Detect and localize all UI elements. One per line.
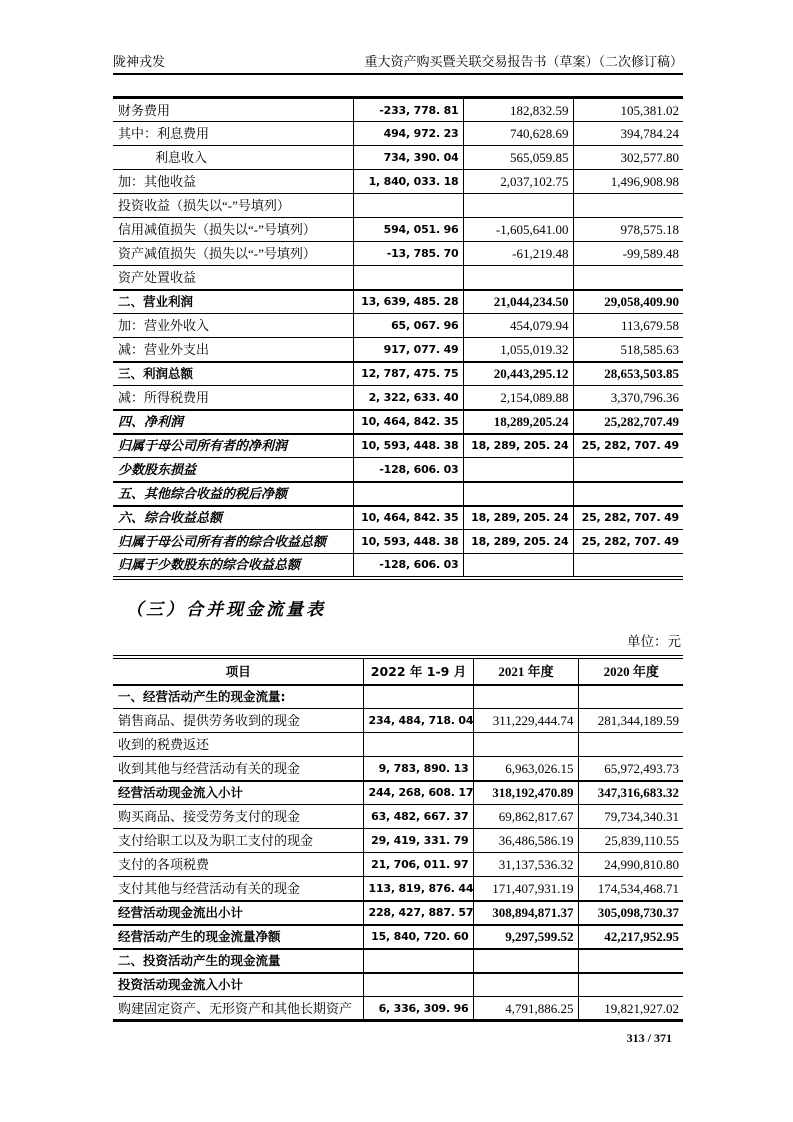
- value-cell-3: 105,381.02: [573, 98, 683, 122]
- row-label: 归属于母公司所有者的净利润: [113, 434, 353, 458]
- table-row: [113, 194, 683, 218]
- value-cell-1: 10, 464, 842. 35: [353, 410, 463, 434]
- value-cell-1: 917, 077. 49: [353, 338, 463, 362]
- row-label: 四、净利润: [113, 410, 353, 434]
- value-cell-2: [463, 482, 573, 506]
- value-cell-2: 1,055,019.32: [463, 338, 573, 362]
- table-row: [113, 410, 683, 434]
- table-row: [113, 362, 683, 386]
- value-cell-3: 25, 282, 707. 49: [573, 434, 683, 458]
- row-label: 归属于母公司所有者的综合收益总额: [113, 530, 353, 554]
- table-row: [113, 685, 683, 709]
- value-cell-1: -233, 778. 81: [353, 98, 463, 122]
- value-cell-1: 234, 484, 718. 04: [363, 709, 473, 733]
- table-row: [113, 170, 683, 194]
- value-cell-1: [363, 733, 473, 757]
- value-cell-1: 594, 051. 96: [353, 218, 463, 242]
- row-label: 购建固定资产、无形资产和其他长期资产: [113, 997, 363, 1021]
- value-cell-2: [473, 973, 578, 997]
- value-cell-3: 24,990,810.80: [578, 853, 683, 877]
- value-cell-3: [573, 194, 683, 218]
- value-cell-3: [578, 685, 683, 709]
- value-cell-1: 10, 464, 842. 35: [353, 506, 463, 530]
- value-cell-2: 740,628.69: [463, 122, 573, 146]
- value-cell-2: 18, 289, 205. 24: [463, 530, 573, 554]
- row-label: 减：营业外支出: [113, 338, 353, 362]
- value-cell-1: -128, 606. 03: [353, 458, 463, 482]
- table-row: [113, 554, 683, 578]
- row-label: 投资收益（损失以“-”号填列）: [113, 194, 353, 218]
- value-cell-3: 25, 282, 707. 49: [573, 530, 683, 554]
- table-row: [113, 482, 683, 506]
- row-label: 收到其他与经营活动有关的现金: [113, 757, 363, 781]
- table-row: [113, 997, 683, 1021]
- table-row: [113, 386, 683, 410]
- value-cell-2: 18, 289, 205. 24: [463, 434, 573, 458]
- column-header-2020: 2020 年度: [578, 657, 683, 685]
- value-cell-2: 18,289,205.24: [463, 410, 573, 434]
- value-cell-1: 13, 639, 485. 28: [353, 290, 463, 314]
- value-cell-3: [573, 266, 683, 290]
- value-cell-1: [353, 194, 463, 218]
- section-title: （三）合并现金流量表: [126, 599, 326, 619]
- value-cell-3: 394,784.24: [573, 122, 683, 146]
- value-cell-3: 113,679.58: [573, 314, 683, 338]
- value-cell-1: [363, 949, 473, 973]
- value-cell-2: [463, 554, 573, 578]
- value-cell-1: 9, 783, 890. 13: [363, 757, 473, 781]
- row-label: 财务费用: [118, 102, 171, 118]
- value-cell-2: [473, 949, 578, 973]
- row-label: 投资活动现金流入小计: [113, 973, 363, 997]
- row-label: 二、投资活动产生的现金流量: [113, 949, 363, 973]
- table-row: [113, 218, 683, 242]
- value-cell-2: 565,059.85: [463, 146, 573, 170]
- row-label: 归属于少数股东的综合收益总额: [113, 554, 353, 578]
- value-cell-1: 244, 268, 608. 17: [363, 781, 473, 805]
- row-label: 支付给职工以及为职工支付的现金: [113, 829, 363, 853]
- value-cell-3: [573, 458, 683, 482]
- table-row: [113, 314, 683, 338]
- value-cell-1: 2, 322, 633. 40: [353, 386, 463, 410]
- row-label: 五、其他综合收益的税后净额: [113, 482, 353, 506]
- cash-flow-body: [113, 685, 683, 1021]
- value-cell-2: 36,486,586.19: [473, 829, 578, 853]
- table-row: [113, 949, 683, 973]
- table-row: [113, 98, 683, 122]
- value-cell-2: 4,791,886.25: [473, 997, 578, 1021]
- row-label: 少数股东损益: [113, 458, 353, 482]
- value-cell-2: 21,044,234.50: [463, 290, 573, 314]
- value-cell-3: 978,575.18: [573, 218, 683, 242]
- row-label: 经营活动现金流入小计: [113, 781, 363, 805]
- value-cell-1: 6, 336, 309. 96: [363, 997, 473, 1021]
- value-cell-1: [353, 266, 463, 290]
- table-row: [113, 853, 683, 877]
- value-cell-3: 79,734,340.31: [578, 805, 683, 829]
- value-cell-1: 65, 067. 96: [353, 314, 463, 338]
- value-cell-2: 2,037,102.75: [463, 170, 573, 194]
- value-cell-3: -99,589.48: [573, 242, 683, 266]
- value-cell-1: 10, 593, 448. 38: [353, 530, 463, 554]
- row-label: 加：营业外收入: [113, 314, 353, 338]
- page-content: [113, 0, 683, 1046]
- income-statement-table: [113, 96, 683, 580]
- row-label: 经营活动现金流出小计: [113, 901, 363, 925]
- value-cell-3: 28,653,503.85: [573, 362, 683, 386]
- page-number: 313 / 371: [626, 1031, 672, 1045]
- value-cell-2: 171,407,931.19: [473, 877, 578, 901]
- value-cell-3: 19,821,927.02: [578, 997, 683, 1021]
- value-cell-3: 174,534,468.71: [578, 877, 683, 901]
- table-row: [113, 434, 683, 458]
- value-cell-1: 228, 427, 887. 57: [363, 901, 473, 925]
- value-cell-1: -128, 606. 03: [353, 554, 463, 578]
- row-label: 信用减值损失（损失以“-”号填列）: [113, 218, 353, 242]
- value-cell-3: 347,316,683.32: [578, 781, 683, 805]
- value-cell-2: 182,832.59: [463, 98, 573, 122]
- table-row: [113, 925, 683, 949]
- value-cell-2: 20,443,295.12: [463, 362, 573, 386]
- value-cell-3: 305,098,730.37: [578, 901, 683, 925]
- value-cell-2: 31,137,536.32: [473, 853, 578, 877]
- value-cell-3: [578, 973, 683, 997]
- table-row: [113, 242, 683, 266]
- table-row: [113, 973, 683, 997]
- value-cell-1: 494, 972. 23: [353, 122, 463, 146]
- value-cell-1: [363, 685, 473, 709]
- value-cell-1: 113, 819, 876. 44: [363, 877, 473, 901]
- row-label: 经营活动产生的现金流量净额: [113, 925, 363, 949]
- table-row: [113, 901, 683, 925]
- table-row: [113, 506, 683, 530]
- table-row: [113, 290, 683, 314]
- row-label: 一、经营活动产生的现金流量:: [118, 689, 286, 705]
- value-cell-3: 3,370,796.36: [573, 386, 683, 410]
- table-row: [113, 733, 683, 757]
- value-cell-3: 302,577.80: [573, 146, 683, 170]
- value-cell-2: [473, 733, 578, 757]
- value-cell-2: 69,862,817.67: [473, 805, 578, 829]
- row-label: 三、利润总额: [113, 362, 353, 386]
- value-cell-2: -61,219.48: [463, 242, 573, 266]
- table-row: [113, 266, 683, 290]
- table-row: [113, 709, 683, 733]
- value-cell-2: 308,894,871.37: [473, 901, 578, 925]
- value-cell-3: [578, 949, 683, 973]
- value-cell-1: 29, 419, 331. 79: [363, 829, 473, 853]
- value-cell-2: 454,079.94: [463, 314, 573, 338]
- table-row: [113, 146, 683, 170]
- value-cell-2: [463, 266, 573, 290]
- table-row: [113, 530, 683, 554]
- row-label: 支付其他与经营活动有关的现金: [113, 877, 363, 901]
- value-cell-1: 1, 840, 033. 18: [353, 170, 463, 194]
- value-cell-2: [463, 194, 573, 218]
- column-header-item: 项目: [113, 657, 363, 685]
- value-cell-1: 734, 390. 04: [353, 146, 463, 170]
- table-row: [113, 757, 683, 781]
- value-cell-3: 29,058,409.90: [573, 290, 683, 314]
- value-cell-2: -1,605,641.00: [463, 218, 573, 242]
- row-label: 减：所得税费用: [113, 386, 353, 410]
- value-cell-2: 318,192,470.89: [473, 781, 578, 805]
- row-label: 收到的税费返还: [113, 733, 363, 757]
- value-cell-2: 6,963,026.15: [473, 757, 578, 781]
- value-cell-1: 10, 593, 448. 38: [353, 434, 463, 458]
- value-cell-3: [578, 733, 683, 757]
- header-report-title: 重大资产购买暨关联交易报告书（草案）（二次修订稿）: [364, 54, 683, 69]
- cash-flow-header-row: [113, 657, 683, 685]
- value-cell-3: 281,344,189.59: [578, 709, 683, 733]
- table-row: [113, 805, 683, 829]
- value-cell-2: 18, 289, 205. 24: [463, 506, 573, 530]
- value-cell-2: 311,229,444.74: [473, 709, 578, 733]
- table-row: [113, 458, 683, 482]
- running-header: [113, 0, 683, 75]
- table-row: [113, 877, 683, 901]
- value-cell-3: 65,972,493.73: [578, 757, 683, 781]
- value-cell-1: -13, 785. 70: [353, 242, 463, 266]
- column-header-2022: 2022 年 1-9 月: [363, 657, 473, 685]
- value-cell-3: 518,585.63: [573, 338, 683, 362]
- value-cell-2: 9,297,599.52: [473, 925, 578, 949]
- value-cell-3: [573, 482, 683, 506]
- table-row: [113, 338, 683, 362]
- value-cell-1: 21, 706, 011. 97: [363, 853, 473, 877]
- value-cell-1: [353, 482, 463, 506]
- table-row: [113, 829, 683, 853]
- row-label: 资产处置收益: [113, 266, 353, 290]
- row-label: 销售商品、提供劳务收到的现金: [113, 709, 363, 733]
- unit-note: 单位：元: [627, 633, 681, 649]
- row-label: 加：其他收益: [113, 170, 353, 194]
- row-label: 资产减值损失（损失以“-”号填列）: [113, 242, 353, 266]
- table-row: [113, 122, 683, 146]
- income-statement-body: [113, 98, 683, 578]
- value-cell-1: 12, 787, 475. 75: [353, 362, 463, 386]
- value-cell-2: [463, 458, 573, 482]
- value-cell-2: [473, 685, 578, 709]
- value-cell-1: 63, 482, 667. 37: [363, 805, 473, 829]
- value-cell-3: [573, 554, 683, 578]
- row-label: 利息收入: [113, 146, 353, 170]
- row-label: 支付的各项税费: [113, 853, 363, 877]
- row-label: 购买商品、接受劳务支付的现金: [113, 805, 363, 829]
- row-label: 其中：利息费用: [113, 122, 353, 146]
- value-cell-3: 25,282,707.49: [573, 410, 683, 434]
- header-company-name: 陇神戎发: [113, 54, 166, 69]
- value-cell-3: 25,839,110.55: [578, 829, 683, 853]
- value-cell-3: 25, 282, 707. 49: [573, 506, 683, 530]
- value-cell-1: 15, 840, 720. 60: [363, 925, 473, 949]
- value-cell-1: [363, 973, 473, 997]
- value-cell-2: 2,154,089.88: [463, 386, 573, 410]
- cash-flow-table: [113, 655, 683, 1023]
- column-header-2021: 2021 年度: [473, 657, 578, 685]
- table-row: [113, 781, 683, 805]
- row-label: 二、营业利润: [113, 290, 353, 314]
- value-cell-3: 42,217,952.95: [578, 925, 683, 949]
- value-cell-3: 1,496,908.98: [573, 170, 683, 194]
- row-label: 六、综合收益总额: [113, 506, 353, 530]
